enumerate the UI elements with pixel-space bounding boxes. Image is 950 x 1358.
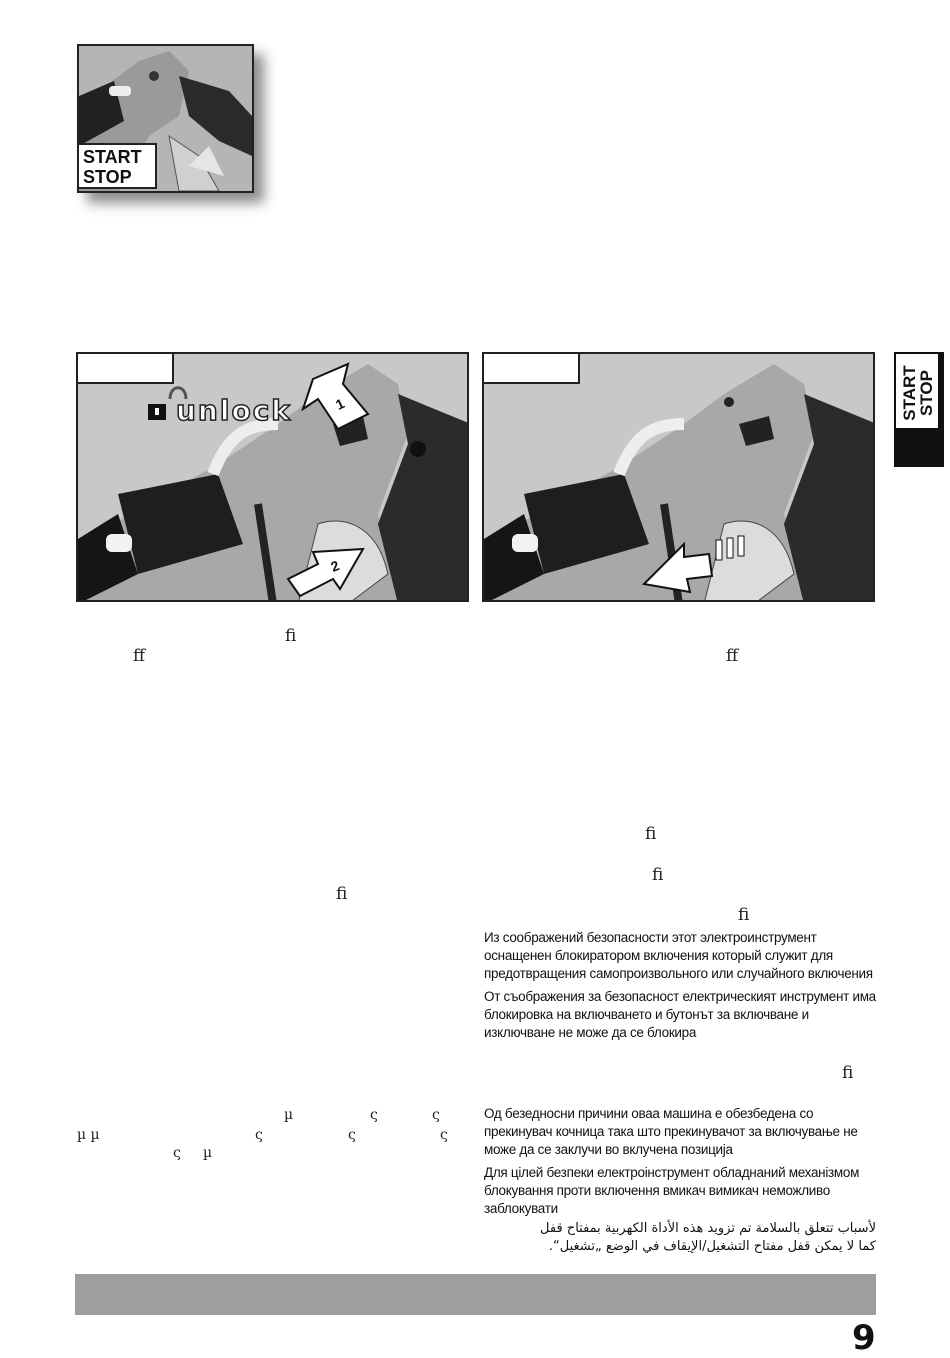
glyph-fragment: ﬁ bbox=[336, 884, 348, 904]
page-number: 9 bbox=[852, 1318, 876, 1358]
paragraph-arabic-line1: لأسباب تتعلق بالسلامة تم تزويد هذه الأداة الكهربية بمفتاح قفل bbox=[540, 1221, 876, 1236]
paragraph-bulgarian: От съображения за безопасност електрическият инструмент има блокировка на включването и бутонът за включване и изключване не може да се блокира bbox=[484, 989, 876, 1040]
glue-gun-unlock-illustration bbox=[78, 354, 469, 602]
greek-fragment: ς bbox=[370, 1107, 378, 1123]
side-tab-start: START bbox=[900, 365, 919, 421]
side-tab-text bbox=[901, 354, 939, 432]
figure-number-box bbox=[78, 354, 174, 384]
paragraph-ukrainian: Для цілей безпеки електроінструмент обладнаний механізмом блокування проти включення вмикач вимикач неможливо заблокувати bbox=[484, 1165, 860, 1216]
glyph-fragment: ﬁ bbox=[285, 626, 297, 646]
side-tab bbox=[894, 352, 944, 467]
greek-fragment: ς bbox=[432, 1107, 440, 1123]
greek-fragment: µ µ bbox=[77, 1127, 100, 1143]
stop-label: STOP bbox=[83, 167, 132, 187]
greek-fragment: ς bbox=[440, 1127, 448, 1143]
side-tab-stop: STOP bbox=[917, 370, 936, 416]
unlock-label: unlock bbox=[176, 394, 292, 427]
figure-unlock bbox=[76, 352, 469, 602]
glue-gun-lock-illustration bbox=[484, 354, 875, 602]
glyph-fragment: ﬁ bbox=[652, 865, 664, 885]
glyph-fragment: ﬁ bbox=[842, 1063, 854, 1083]
paragraph-arabic-line2: كما لا يمكن قفل مفتاح التشغيل/الإيقاف في الوضع „تشغيل“. bbox=[548, 1239, 876, 1254]
figure-lock bbox=[482, 352, 875, 602]
paragraph-russian: Из соображений безопасности этот электроинструмент оснащенен блокиратором включения который служит для предотвращения самопроизвольного или случайного включения bbox=[484, 930, 873, 981]
bottom-bar bbox=[75, 1274, 876, 1315]
greek-fragment: ς bbox=[173, 1145, 181, 1161]
figure-number-box bbox=[484, 354, 580, 384]
start-stop-label bbox=[77, 143, 157, 189]
paragraph-macedonian: Од безедносни причини оваа машина е обезбедена со прекинувач кочница така што прекинувачот за включување не може да се заклучи во вклучена позиција bbox=[484, 1106, 858, 1157]
arrow-2-label: 2 bbox=[328, 557, 342, 575]
glyph-fragment: ﬀ bbox=[726, 646, 739, 666]
start-label: START bbox=[83, 147, 142, 167]
greek-fragment: µ bbox=[284, 1107, 294, 1123]
glyph-fragment: ﬁ bbox=[645, 824, 657, 844]
arrow-1-label: 1 bbox=[332, 395, 347, 413]
glyph-fragment: ﬁ bbox=[738, 905, 750, 925]
greek-fragment: ς bbox=[255, 1127, 263, 1143]
glyph-fragment: ﬀ bbox=[133, 646, 146, 666]
greek-fragment: µ bbox=[203, 1145, 213, 1161]
greek-fragment: ς bbox=[348, 1127, 356, 1143]
